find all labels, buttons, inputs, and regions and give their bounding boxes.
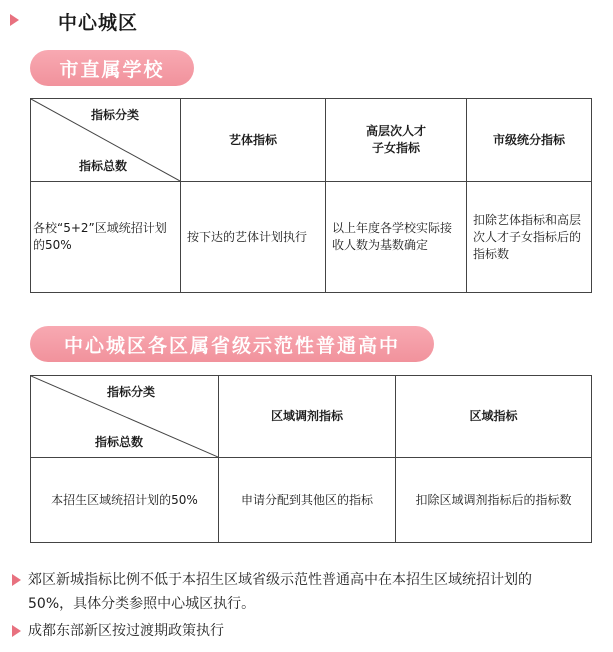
heading-triangle-icon [10, 14, 19, 26]
section1-header-city: 市级统分指标 [467, 99, 592, 182]
page-title: 中心城区 [58, 12, 139, 34]
section1-cell-arts: 按下达的艺体计划执行 [181, 182, 326, 293]
section1-category-label: 指标分类 [91, 108, 140, 122]
section1-title: 市直属学校 [30, 50, 194, 86]
section2-cell-adjust: 申请分配到其他区的指标 [219, 458, 396, 543]
section1-diagonal-header [31, 99, 181, 182]
section2-header-regional: 区域指标 [396, 376, 592, 458]
section2-total-label: 指标总数 [95, 435, 144, 449]
section2-diagonal-header [31, 376, 219, 458]
section1-cell-talent: 以上年度各学校实际接收人数为基数确定 [326, 182, 467, 293]
section1-table [30, 98, 592, 293]
note1-triangle-icon [12, 574, 21, 586]
section2-table [30, 375, 592, 543]
section1-header-arts: 艺体指标 [181, 99, 326, 182]
section2-cell-total: 本招生区域统招计划的50% [31, 458, 219, 543]
section2-header-adjust: 区域调剂指标 [219, 376, 396, 458]
note-eastern-district: 成都东部新区按过渡期政策执行 [28, 623, 224, 639]
section1-header-talent [326, 99, 467, 182]
note-suburban: 郊区新城指标比例不低于本招生区域省级示范性普通高中在本招生区域统招计划的50%，具体分类参照中心城区执行。 [28, 572, 532, 612]
section2-cell-regional: 扣除区域调剂指标后的指标数 [396, 458, 592, 543]
section1-total-label: 指标总数 [79, 159, 128, 173]
section1-cell-total: 各校“5+2”区域统招计划的50% [31, 182, 181, 293]
note2-triangle-icon [12, 625, 21, 637]
section2-title: 中心城区各区属省级示范性普通高中 [30, 326, 434, 362]
section2-category-label: 指标分类 [107, 385, 156, 399]
section1-header-talent-text: 高层次人才 子女指标 [365, 124, 426, 155]
section1-cell-city: 扣除艺体指标和高层次人才子女指标后的指标数 [467, 182, 592, 293]
